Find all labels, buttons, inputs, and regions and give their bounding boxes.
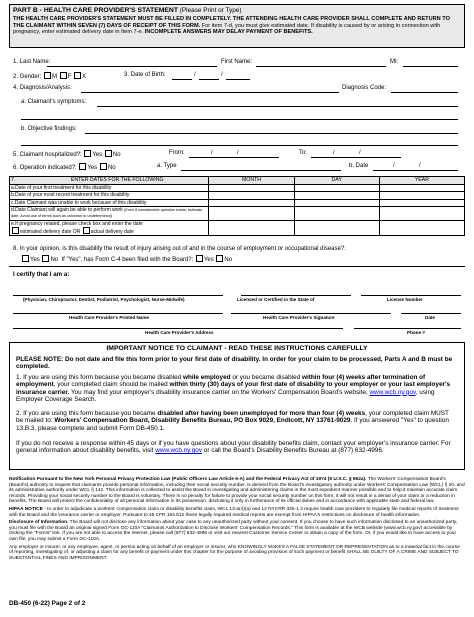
- instructions-paragraph: THE HEALTH CARE PROVIDER'S STATEMENT MUST BE FILLED IN COMPLETELY. THE ATTENDING HEALTH CARE PROVIDER SHALL COMPLETE AND RETURN TO THE CLAIMANT WITHIN SEVEN (7) DAYS OF RECEIPT OF THIS FORM. For item 7-d, you must give estimated date. If disability is caused by or arising in connection with pregnancy, enter estimated delivery date in Item 7-e. INCOMPLETE ANSWERS MAY DELAY PAYMENT OF BENEFITS.: [13, 16, 450, 35]
- hospitalized-yes-checkbox[interactable]: [84, 150, 91, 157]
- gender-label: 2. Gender:: [13, 74, 42, 80]
- license-state-caption: Licensed or Certified in the State of: [237, 297, 315, 302]
- address-caption: Health Care Provider's Address: [145, 330, 214, 335]
- q8-yes-checkbox[interactable]: [22, 255, 29, 262]
- license-number-field[interactable]: [361, 295, 461, 296]
- certify-label: I certify that I am a:: [13, 271, 70, 278]
- table-row: e.If pregnancy related, please check box and enter the date estimated delivery date OR actual delivery date: [10, 221, 465, 236]
- findings-field-2[interactable]: [21, 145, 458, 146]
- operation-type-label: a. Type: [157, 163, 177, 169]
- diagnosis-code-field[interactable]: [391, 92, 458, 93]
- provider-type-caption: (Physician, Chiropractor, Dentist, Podiatrist, Psychologist, Nurse-Midwife): [23, 297, 185, 302]
- findings-field-1[interactable]: [85, 133, 458, 134]
- date-caption: Date: [425, 315, 435, 320]
- notice-title: IMPORTANT NOTICE TO CLAIMANT - READ THESE INSTRUCTIONS CAREFULLY: [106, 345, 368, 352]
- c4-no-checkbox[interactable]: [216, 255, 223, 262]
- printed-name-field[interactable]: [13, 313, 223, 314]
- symptoms-field-1[interactable]: [97, 106, 458, 107]
- license-number-caption: License Number: [387, 297, 423, 302]
- wcb-link[interactable]: www.wcb.ny.gov: [155, 447, 203, 455]
- q8-no-checkbox[interactable]: [42, 255, 49, 262]
- form-page: PART B - HEALTH CARE PROVIDER'S STATEMENT (Please Print or Type) THE HEALTH CARE PROVIDER'S STATEMENT MUST BE FILLED IN COMPLETELY. THE ATTENDING HEALTH CARE PROVIDER SHALL COMPLETE AND RETURN TO THE CLAIMANT WITHIN SEVEN (7) DAYS OF RECEIPT OF THIS FORM. For item 7-d, you must give estimated date. If disability is caused by or arising in connection with pregnancy, enter estimated delivery date in Item 7-e. INCOMPLETE ANSWERS MAY DELAY PAYMENT OF BENEFITS. 1. Last Name: First Name: MI: 2. Gender: M F X 3. Date of Birth: / / 4. Diagnosis/Analysis: Diagnosis Code: a. Claimant's symptoms: b. Objective findings: 5. Claimant hospitalized?: Yes No From: / / To: / / 6. Operation indicated?: Yes No a. Type b. Date / / 7. ENTER DATES FOR THE FOLLOWING MONTH DAY YEAR a.Date of your first treatment for this disability b.Date of your most recent treatment for this disability c.Date Claimant was unable to work because of this disability d.Date Claimant will again be able to perform work (Even if considerable question exists, estimate date. Avoid use of terms such as unknown or undetermined) e.If pregnancy related, please check box and enter the date estimated delivery date OR actual delivery date 8. In your opinion, is this disability the result of injury arising out of and in the course of employment or occupational disease?: Yes No If "Yes", has Form C-4 been filed with the Board?: Yes No I certify that I am a: (Physician, Chiropractor, Dentist, Podiatrist, Psychologist, Nurse-Midwife) Licensed or Certified in the State of License Number Health Care Provider's Printed Name Health Care Provider's Signature Date Health Care Provider's Address Phone # IMPORTANT NOTICE TO CLAIMANT - READ THESE INSTRUCTIONS CAREFULLY PLEASE NOTE: Do not date and file this form prior to your first date of disability. In order for your claim to be processed, Parts A and B must be completed. 1. If you are using this form because you became disabled while employed or you became disabled within four (4) weeks after termination of employment, your completed claim should be mailed within thirty (30) days of your first date of disability to your employer or your last employer's insurance carrier. You may find your employer's disability insurance carrier on the Workers' Compensation Board's website, www.wcb.ny.gov, using Employer Coverage Search. 2. If you are using this form because you became disabled after having been unemployed for more than four (4) weeks, your completed claim MUST be mailed to: Workers' Compensation Board, Disability Benefits Bureau, PO Box 9029, Endicott, NY 13761-9029. If you answered "Yes" to question 13.B.3, please complete and submit Form DB-450.1. If you do not receive a response within 45 days or if you have questions about your disability benefits claim, contact your employer's insurance carrier. For general information about disability benefits, visit www.wcb.ny.gov or call the Board's Disability Benefits Bureau at (877) 632-4996. Notification Pursuant to the New York Personal Privacy Protection Law (Public Officers Law Article 6-A) and the Federal Privacy Act of 1974 (5 U.S.C. § 552a). The Workers' Compensation Board's (Board's) authority to request that claimants provide personal information, including their social security number, is derived from the Board's investigatory authority under Workers' Compensation Law (WCL) § 20, and its administrative authority under WCL § 142. This information is collected to assist the Board in investigating and administering claims in the most expedient manner possible and to help it maintain accurate claim records. Providing your social security number to the Board is voluntary. There is no penalty for failure to provide your social security number on this form; it will not result in a denial of your claim or a reduction in benefits. The Board will protect the confidentiality of all personal information in its possession, disclosing it only in furtherance of its official duties and in accordance with applicable state and federal law. HIPAA NOTICE - In order to adjudicate a workers' compensation claim or disability benefits claim, WCL 13-a(4)(a) and 12 NYCRR 325-1.3 require health care providers to regularly file medical reports of treatment with the Board and the insurance carrier or employer. Pursuant to 45 CFR 164.512 these legally required medical reports are exempt from HIPAA's restrictions on disclosure of health information. Disclosure of Information. The Board will not disclose any information about your case to any unauthorized party without your consent. If you choose to have such information disclosed to an unauthorized party, you must file with the Board an original signed Form OC-110A "Claimants Authorization to Disclose Workers' Compensation Records." This form is available at the WCB website (www.wcb.ny.gov) accessible by clicking the "Forms" link. If you are not able to access the internet, please call (877) 632-4996 or visit our nearest Customer Service Center to obtain a copy of the form. Or, if you would like to have access to your own file, you may submit a Form OC-110A. Any employer or insurer, or any employee, agent, or person acting on behalf of an employer or insurer, who KNOWINGLY MAKES A FALSE STATEMENT OR REPRESENTATION as to a material fact in the course of reporting, investigating of, or adjusting a claim for any benefit or payment under this chapter for the purpose of avoiding provision of such payment or benefit SHALL BE GUILTY OF A CRIME AND SUBJECT TO SUBSTANTIAL FINES AND IMPRISONMENT. DB-450 (6-22) Page 2 of 2: [9, 4, 465, 609]
- dob-year-field[interactable]: [226, 79, 250, 80]
- last-name-field[interactable]: [47, 66, 217, 67]
- symptoms-field-2[interactable]: [21, 119, 458, 120]
- hospitalized-no-checkbox[interactable]: [105, 150, 112, 157]
- form-footer: DB-450 (6-22) Page 2 of 2: [9, 600, 86, 607]
- hospital-to-field[interactable]: [311, 157, 401, 158]
- first-name-field[interactable]: [256, 66, 386, 67]
- dob-month-field[interactable]: [172, 79, 192, 80]
- license-state-field[interactable]: [241, 295, 351, 296]
- diagnosis-code-label: Diagnosis Code:: [342, 85, 387, 91]
- notice-contact: If you do not receive a response within 45 days or if you have questions about your disability benefits claim, contact your employer's insurance carrier. For general information about disability benefits, visit www.wcb.ny.gov or call the Board's Disability Benefits Bureau at (877) 632-4996.: [16, 440, 451, 455]
- wcb-link[interactable]: www.wcb.ny.gov: [369, 388, 416, 396]
- symptoms-label: a. Claimant's symptoms:: [21, 99, 87, 105]
- hospital-from-field[interactable]: [189, 157, 279, 158]
- provider-type-field[interactable]: [13, 295, 223, 296]
- table-row: b.Date of your most recent treatment for this disability: [10, 192, 465, 200]
- part-b-title-note: (Please Print or Type): [179, 7, 242, 14]
- signature-date-field[interactable]: [401, 313, 461, 314]
- signature-field[interactable]: [231, 313, 391, 314]
- gender-m-checkbox[interactable]: [44, 72, 51, 79]
- operation-date-field[interactable]: [373, 170, 458, 171]
- notice-box: [9, 342, 465, 470]
- signature-caption: Health Care Provider's Signature: [263, 315, 335, 320]
- operation-type-field[interactable]: [181, 170, 341, 171]
- notice-item-2: 2. If you are using this form because you became disabled after having been unemployed for more than four (4) weeks, your completed claim MUST be mailed to: Workers' Compensation Board, Disability Benefits Bureau, PO Box 9029, Endicott, NY 13761-9029. If you answered "Yes" to question 13.B.3, please complete and submit Form DB-450.1.: [16, 410, 449, 432]
- disclosure-notice: Disclosure of Information. The Board will not disclose any information about your case to any unauthorized party without your consent. If you choose to have such information disclosed to an unauthorized party, you must file with the Board an original signed Form OC-110A "Claimants Authorization to Disclose Workers' Compensation Records." This form is available at the WCB website (www.wcb.ny.gov) accessible by clicking the "Forms" link. If you are not able to access the internet, please call (877) 632-4996 or visit our nearest Customer Service Center to obtain a copy of the form. Or, if you would like to have access to your own file, you may submit a Form OC-110A.: [9, 520, 458, 542]
- operation-date-label: b. Date: [349, 163, 369, 169]
- q8-question: 8. In your opinion, is this disability the result of injury arising out of and in the course of employment or occupational disease?:: [13, 246, 346, 252]
- objective-findings-label: b. Objective findings:: [21, 126, 77, 132]
- part-b-header: [9, 4, 465, 48]
- privacy-notice: Notification Pursuant to the New York Personal Privacy Protection Law (Public Officers Law Article 6-A) and the Federal Privacy Act of 1974 (5 U.S.C. § 552a). The Workers' Compensation Board's (Board's) authority to request that claimants provide personal information, including their social security number, is derived from the Board's investigatory authority under Workers' Compensation Law (WCL) § 20, and its administrative authority under WCL § 142. This information is collected to assist the Board in investigating and administering claims in the most expedient manner possible and to help it maintain accurate claim records. Providing your social security number to the Board is voluntary. There is no penalty for failure to provide your social security number on this form; it will not result in a denial of your claim or a reduction in benefits. The Board will protect the confidentiality of all personal information in its possession, disclosing it only in furtherance of its official duties and in accordance with applicable state and federal law.: [9, 477, 465, 505]
- address-field[interactable]: [13, 328, 343, 329]
- hospitalized-label: 5. Claimant hospitalized?:: [13, 152, 82, 158]
- dates-table: [9, 176, 465, 236]
- actual-delivery-checkbox[interactable]: [83, 227, 90, 234]
- hospital-from-label: From:: [169, 150, 185, 156]
- table-row: d.Date Claimant will again be able to perform work (Even if considerable question exists, estimate date. Avoid use of terms such as unknown or undetermined): [10, 207, 465, 221]
- phone-field[interactable]: [354, 328, 461, 329]
- last-name-label: 1. Last Name:: [13, 59, 51, 65]
- part-b-title: PART B - HEALTH CARE PROVIDER'S STATEMENT: [13, 7, 178, 14]
- mi-field[interactable]: [403, 66, 458, 67]
- fraud-warning: Any employer or insurer, or any employee, agent, or person acting on behalf of an employer or insurer, who KNOWINGLY MAKES A FALSE STATEMENT OR REPRESENTATION as to a material fact in the course of reporting, investigating of, or adjusting a claim for any benefit or payment under this chapter for the purpose of avoiding provision of such payment or benefit SHALL BE GUILTY OF A CRIME AND SUBJECT TO SUBSTANTIAL FINES AND IMPRISONMENT.: [9, 544, 460, 561]
- dob-day-field[interactable]: [199, 79, 219, 80]
- mi-label: MI:: [390, 59, 399, 65]
- table-row: a.Date of your first treatment for this disability: [10, 184, 465, 192]
- dob-label: 3. Date of Birth:: [124, 72, 166, 78]
- operation-label: 6. Operation indicated?:: [13, 165, 77, 171]
- printed-name-caption: Health Care Provider's Printed Name: [69, 315, 149, 320]
- divider: [9, 266, 465, 267]
- phone-caption: Phone #: [407, 330, 425, 335]
- diagnosis-label: 4. Diagnosis/Analysis:: [13, 85, 72, 91]
- diagnosis-field[interactable]: [81, 92, 339, 93]
- gender-f-checkbox[interactable]: [60, 72, 67, 79]
- dates-table-header: 7. ENTER DATES FOR THE FOLLOWING MONTH DAY YEAR: [10, 177, 465, 185]
- q8-followup: If "Yes", has Form C-4 been filed with the Board?:: [61, 257, 194, 263]
- gender-x-checkbox[interactable]: [74, 72, 81, 79]
- operation-yes-checkbox[interactable]: [79, 163, 86, 170]
- notice-item-1: 1. If you are using this form because you became disabled while employed or you became disabled within four (4) weeks after termination of employment, your completed claim should be mailed within thirty (30) days of your first date of disability to your employer or your last employer's insurance carrier. You may find your employer's disability insurance carrier on the Workers' Compensation Board's website, www.wcb.ny.gov, using Employer Coverage Search.: [16, 374, 451, 404]
- notice-please-note: PLEASE NOTE: Do not date and file this form prior to your first date of disability. In order for your claim to be processed, Parts A and B must be completed.: [16, 356, 453, 371]
- hospital-to-label: To:: [299, 150, 308, 156]
- c4-yes-checkbox[interactable]: [196, 255, 203, 262]
- estimated-delivery-checkbox[interactable]: [12, 227, 19, 234]
- privacy-section: [9, 477, 465, 563]
- first-name-label: First Name:: [221, 59, 253, 65]
- hipaa-notice: HIPAA NOTICE - In order to adjudicate a workers' compensation claim or disability benefits claim, WCL 13-a(4)(a) and 12 NYCRR 325-1.3 require health care providers to regularly file medical reports of treatment with the Board and the insurance carrier or employer. Pursuant to 45 CFR 164.512 these legally required medical reports are exempt from HIPAA's restrictions on disclosure of health information.: [9, 506, 459, 518]
- operation-no-checkbox[interactable]: [100, 163, 107, 170]
- table-row: c.Date Claimant was unable to work because of this disability: [10, 199, 465, 207]
